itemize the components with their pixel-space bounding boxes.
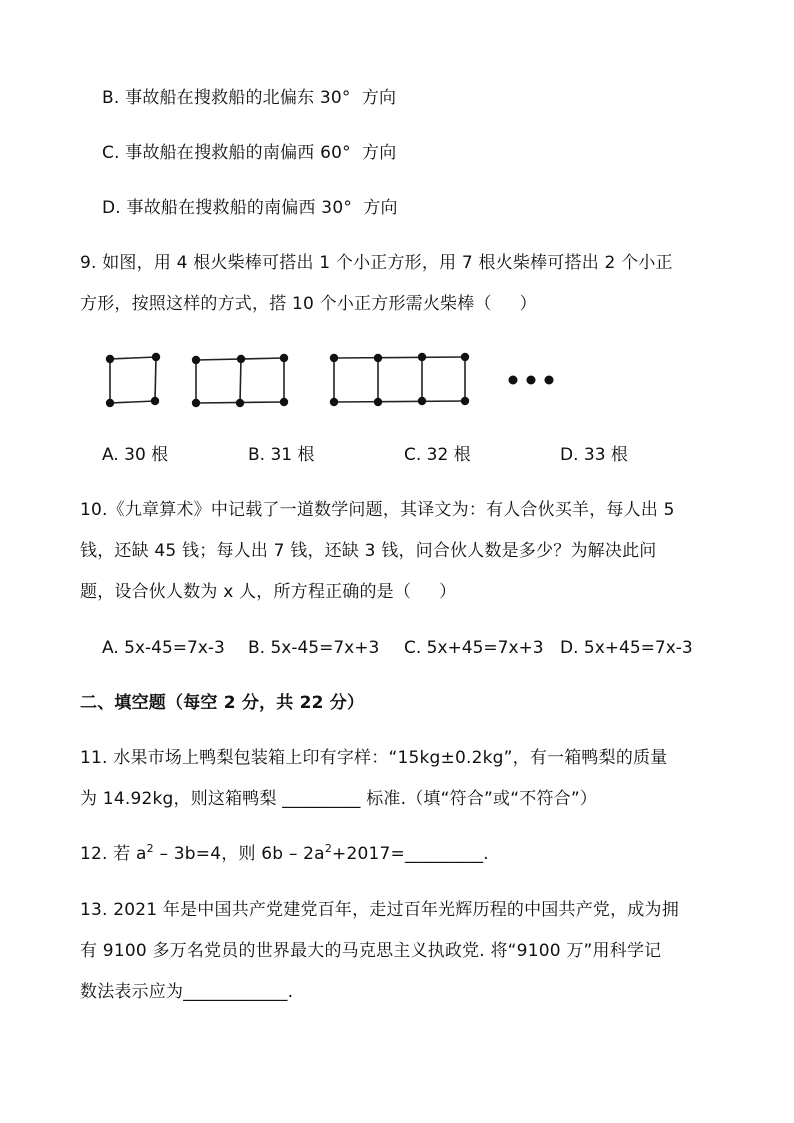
q10-option-c: C. 5x+45=7x+3 xyxy=(404,638,544,658)
q10-option-b: B. 5x-45=7x+3 xyxy=(248,638,380,658)
q10-stem-line1: 10.《九章算术》中记载了一道数学问题，其译文为：有人合伙买羊，每人出 5 xyxy=(80,500,675,520)
q10-stem-line2: 钱，还缺 45 钱；每人出 7 钱，还缺 3 钱，问合伙人数是多少？为解决此问 xyxy=(80,541,657,561)
q9-option-d: D. 33 根 xyxy=(560,445,628,465)
q11-stem-line1: 11. 水果市场上鸭梨包装箱上印有字样：“15kg±0.2kg”，有一箱鸭梨的质量 xyxy=(80,748,668,768)
q12-exponent-2: 2 xyxy=(324,842,333,855)
matchstick-figure xyxy=(100,345,570,415)
q12-stem xyxy=(80,842,489,866)
q12-suffix: +2017=_________. xyxy=(332,844,489,864)
matchstick-figure-one-square xyxy=(106,353,160,407)
q11-stem-line2: 为 14.92kg，则这箱鸭梨 _________ 标准.（填“符合”或“不符合”） xyxy=(80,789,598,809)
q9-stem-line2: 方形，按照这样的方式，搭 10 个小正方形需火柴棒（ ） xyxy=(80,294,537,314)
q8-option-c: C. 事故船在搜救船的南偏西 60° 方向 xyxy=(102,143,397,163)
section-heading-fill-in: 二、填空题（每空 2 分，共 22 分） xyxy=(80,693,365,713)
matchstick-figure-three-squares xyxy=(330,353,469,406)
q13-stem-line1: 13. 2021 年是中国共产党建党百年，走过百年光辉历程的中国共产党，成为拥 xyxy=(80,900,679,920)
q10-option-a: A. 5x-45=7x-3 xyxy=(102,638,225,658)
ellipsis-dots xyxy=(509,376,554,385)
q9-option-a: A. 30 根 xyxy=(102,445,169,465)
q12-prefix: 12. 若 a xyxy=(80,844,147,864)
q13-stem-line2: 有 9100 多万名党员的世界最大的马克思主义执政党. 将“9100 万”用科学记 xyxy=(80,941,662,961)
q10-stem-line3: 题，设合伙人数为 x 人，所方程正确的是（ ） xyxy=(80,582,457,602)
q9-stem-line1: 9. 如图，用 4 根火柴棒可搭出 1 个小正方形，用 7 根火柴棒可搭出 2 个小正 xyxy=(80,253,673,273)
q9-option-b: B. 31 根 xyxy=(248,445,315,465)
q8-option-b: B. 事故船在搜救船的北偏东 30° 方向 xyxy=(102,88,397,108)
q13-stem-line3: 数法表示应为____________. xyxy=(80,982,294,1002)
q8-option-d: D. 事故船在搜救船的南偏西 30° 方向 xyxy=(102,198,398,218)
q10-option-d: D. 5x+45=7x-3 xyxy=(560,638,693,658)
q9-option-c: C. 32 根 xyxy=(404,445,471,465)
q12-exponent-1: 2 xyxy=(146,842,154,855)
matchstick-figure-two-squares xyxy=(192,354,288,407)
q12-middle: – 3b=4，则 6b – 2a xyxy=(153,844,325,864)
